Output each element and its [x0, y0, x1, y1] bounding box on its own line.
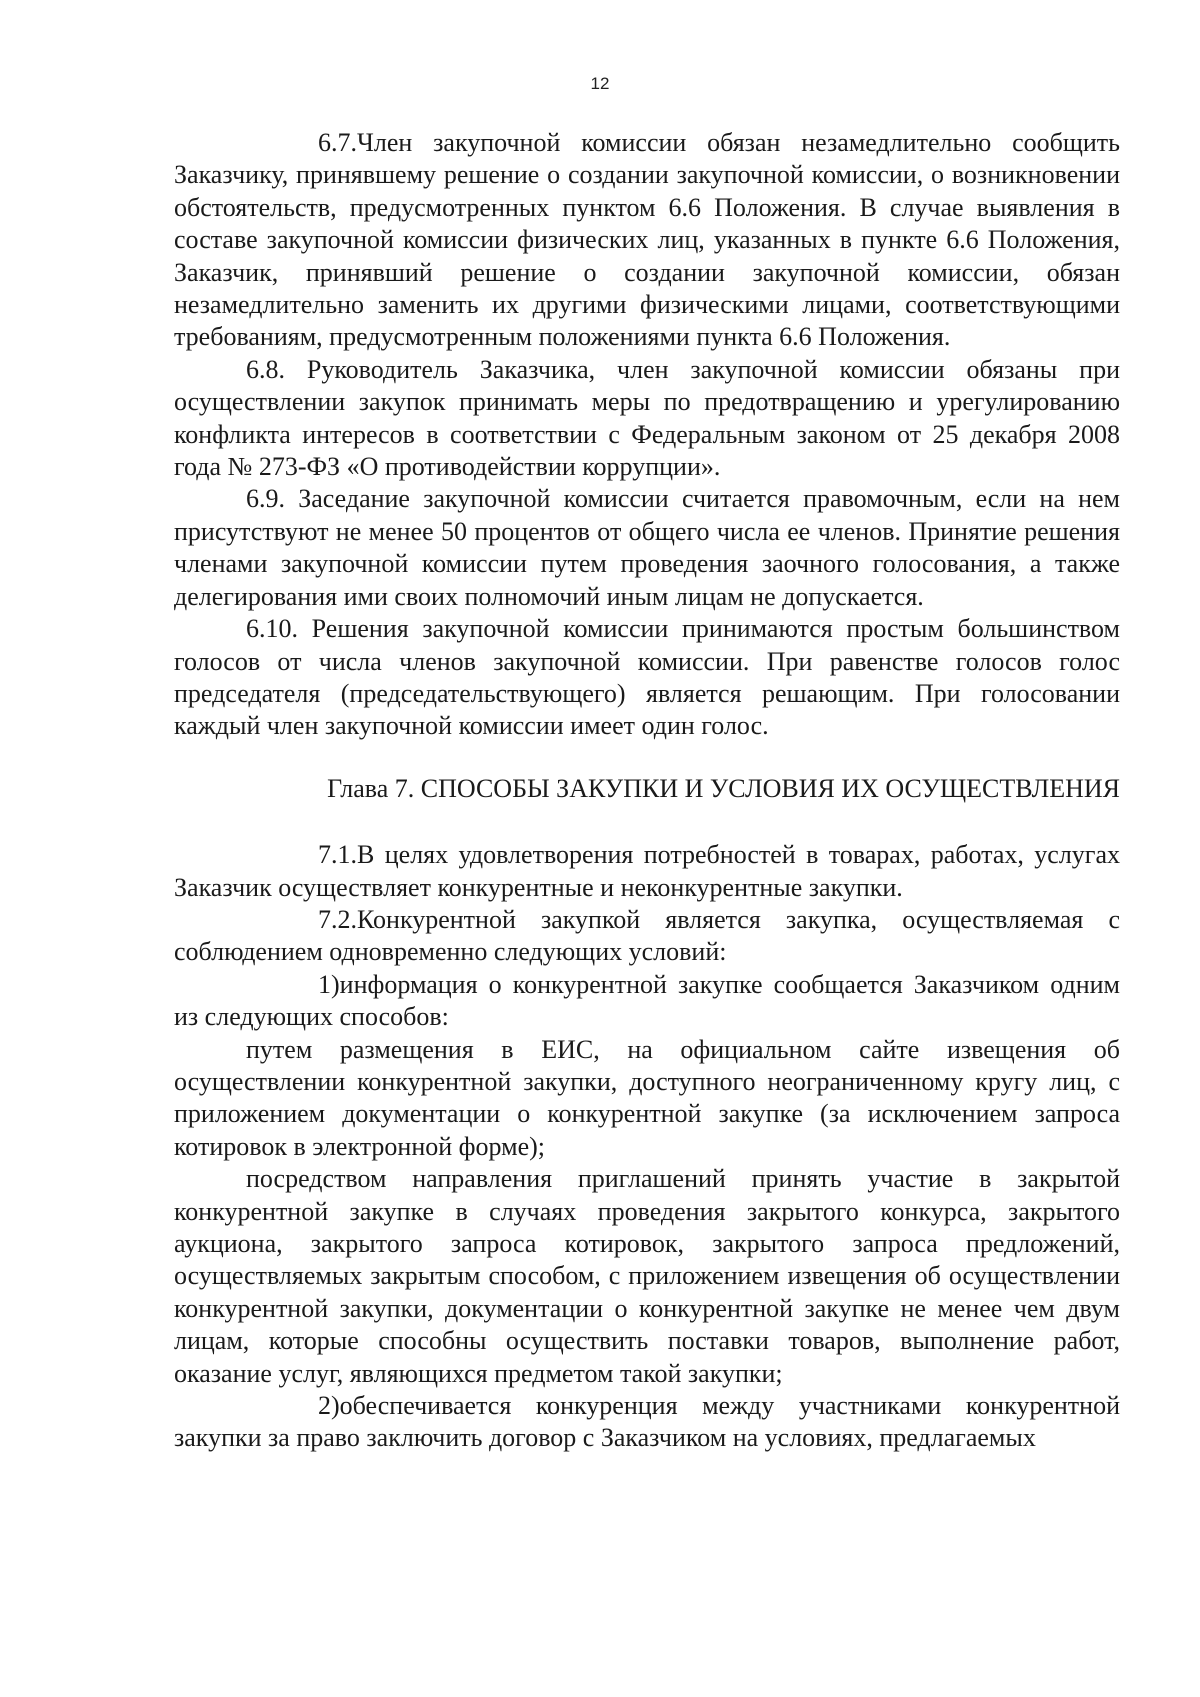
paragraph — [174, 613, 1120, 743]
chapter-heading: Глава 7. СПОСОБЫ ЗАКУПКИ И УСЛОВИЯ ИХ ОСУЩЕСТВЛЕНИЯ — [327, 773, 1120, 803]
paragraph-text: 6.8. Руководитель Заказчика, член закупочной комиссии обязаны при осуществлении закупок принимать меры по предотвращению и урегулированию конфликта интересов в соответствии с Федеральным законом от 25 декабря 2008 года № 273-ФЗ «О противодействии коррупции». — [174, 354, 1120, 482]
paragraph-text: 6.10. Решения закупочной комиссии принимаются простым большинством голосов от числа членов закупочной комиссии. При равенстве голосов голос председателя (председательствующего) является решающим. При голосовании каждый член закупочной комиссии имеет один голос. — [174, 614, 1120, 741]
page-number: 12 — [590, 74, 610, 93]
paragraph-text: 6.9. Заседание закупочной комиссии считается правомочным, если на нем присутствуют не менее 50 процентов от общего числа ее членов. Принятие решения членами закупочной комиссии путем проведения заочного голосования, а также делегирования ими своих полномочий иным лицам не допускается. — [174, 484, 1120, 611]
paragraph — [174, 127, 1120, 354]
paragraph-text: посредством направления приглашений принять участие в закрытой конкурентной закупке в случаях проведения закрытого конкурса, закрытого аукциона, закрытого запроса котировок, закрытого запроса предложений, осуществляемых закрытым способом, с приложением извещения об осуществлении конкурентной закупки, документации о конкурентной закупке не менее чем двум лицам, которые способны осуществить поставки товаров, выполнение работ, оказание услуг, являющихся предметом такой закупки; — [174, 1164, 1120, 1388]
paragraph — [174, 904, 1120, 969]
paragraph-number: 7.2. — [318, 904, 357, 934]
paragraph-number: 6.7. — [318, 128, 357, 157]
paragraph — [174, 483, 1120, 613]
paragraph — [174, 354, 1120, 484]
paragraph-number: 1) — [318, 969, 340, 999]
paragraph-text: В целях удовлетворения потребностей в товарах, работах, услугах Заказчик осуществляет конкурентные и неконкурентные закупки. — [174, 840, 1120, 902]
paragraph-text: обеспечивается конкуренция между участниками конкурентной закупки за право заключить договор с Заказчиком на условиях, предлагаемых — [174, 1391, 1120, 1453]
paragraph — [174, 969, 1120, 1034]
section-6-paragraphs — [174, 127, 1120, 743]
section-7-paragraphs — [174, 839, 1120, 1455]
paragraph-text: информация о конкурентной закупке сообщается Заказчиком одним из следующих способов: — [174, 969, 1120, 1032]
paragraph-text: Конкурентной закупкой является закупка, осуществляемая с соблюдением одновременно следующих условий: — [174, 904, 1120, 967]
paragraph — [174, 1390, 1120, 1455]
paragraph-number: 2) — [318, 1391, 340, 1421]
paragraph-text: Член закупочной комиссии обязан незамедлительно сообщить Заказчику, принявшему решение о создании закупочной комиссии, о возникновении обстоятельств, предусмотренных пунктом 6.6 Положения. В случае выявления в составе закупочной комиссии физических лиц, указанных в пункте 6.6 Положения, Заказчик, принявший решение о создании закупочной комиссии, обязан незамедлительно заменить их другими физическими лицами, соответствующими требованиям, предусмотренным положениями пункта 6.6 Положения. — [174, 128, 1120, 352]
paragraph-number: 7.1. — [318, 840, 357, 870]
document-body — [174, 127, 1120, 1455]
paragraph-text: путем размещения в ЕИС, на официальном сайте извещения об осуществлении конкурентной закупки, доступного неограниченному кругу лиц, с приложением документации о конкурентной закупке (за исключением запроса котировок в электронной форме); — [174, 1034, 1120, 1161]
paragraph — [174, 839, 1120, 904]
paragraph — [174, 1034, 1120, 1164]
paragraph — [174, 1163, 1120, 1390]
